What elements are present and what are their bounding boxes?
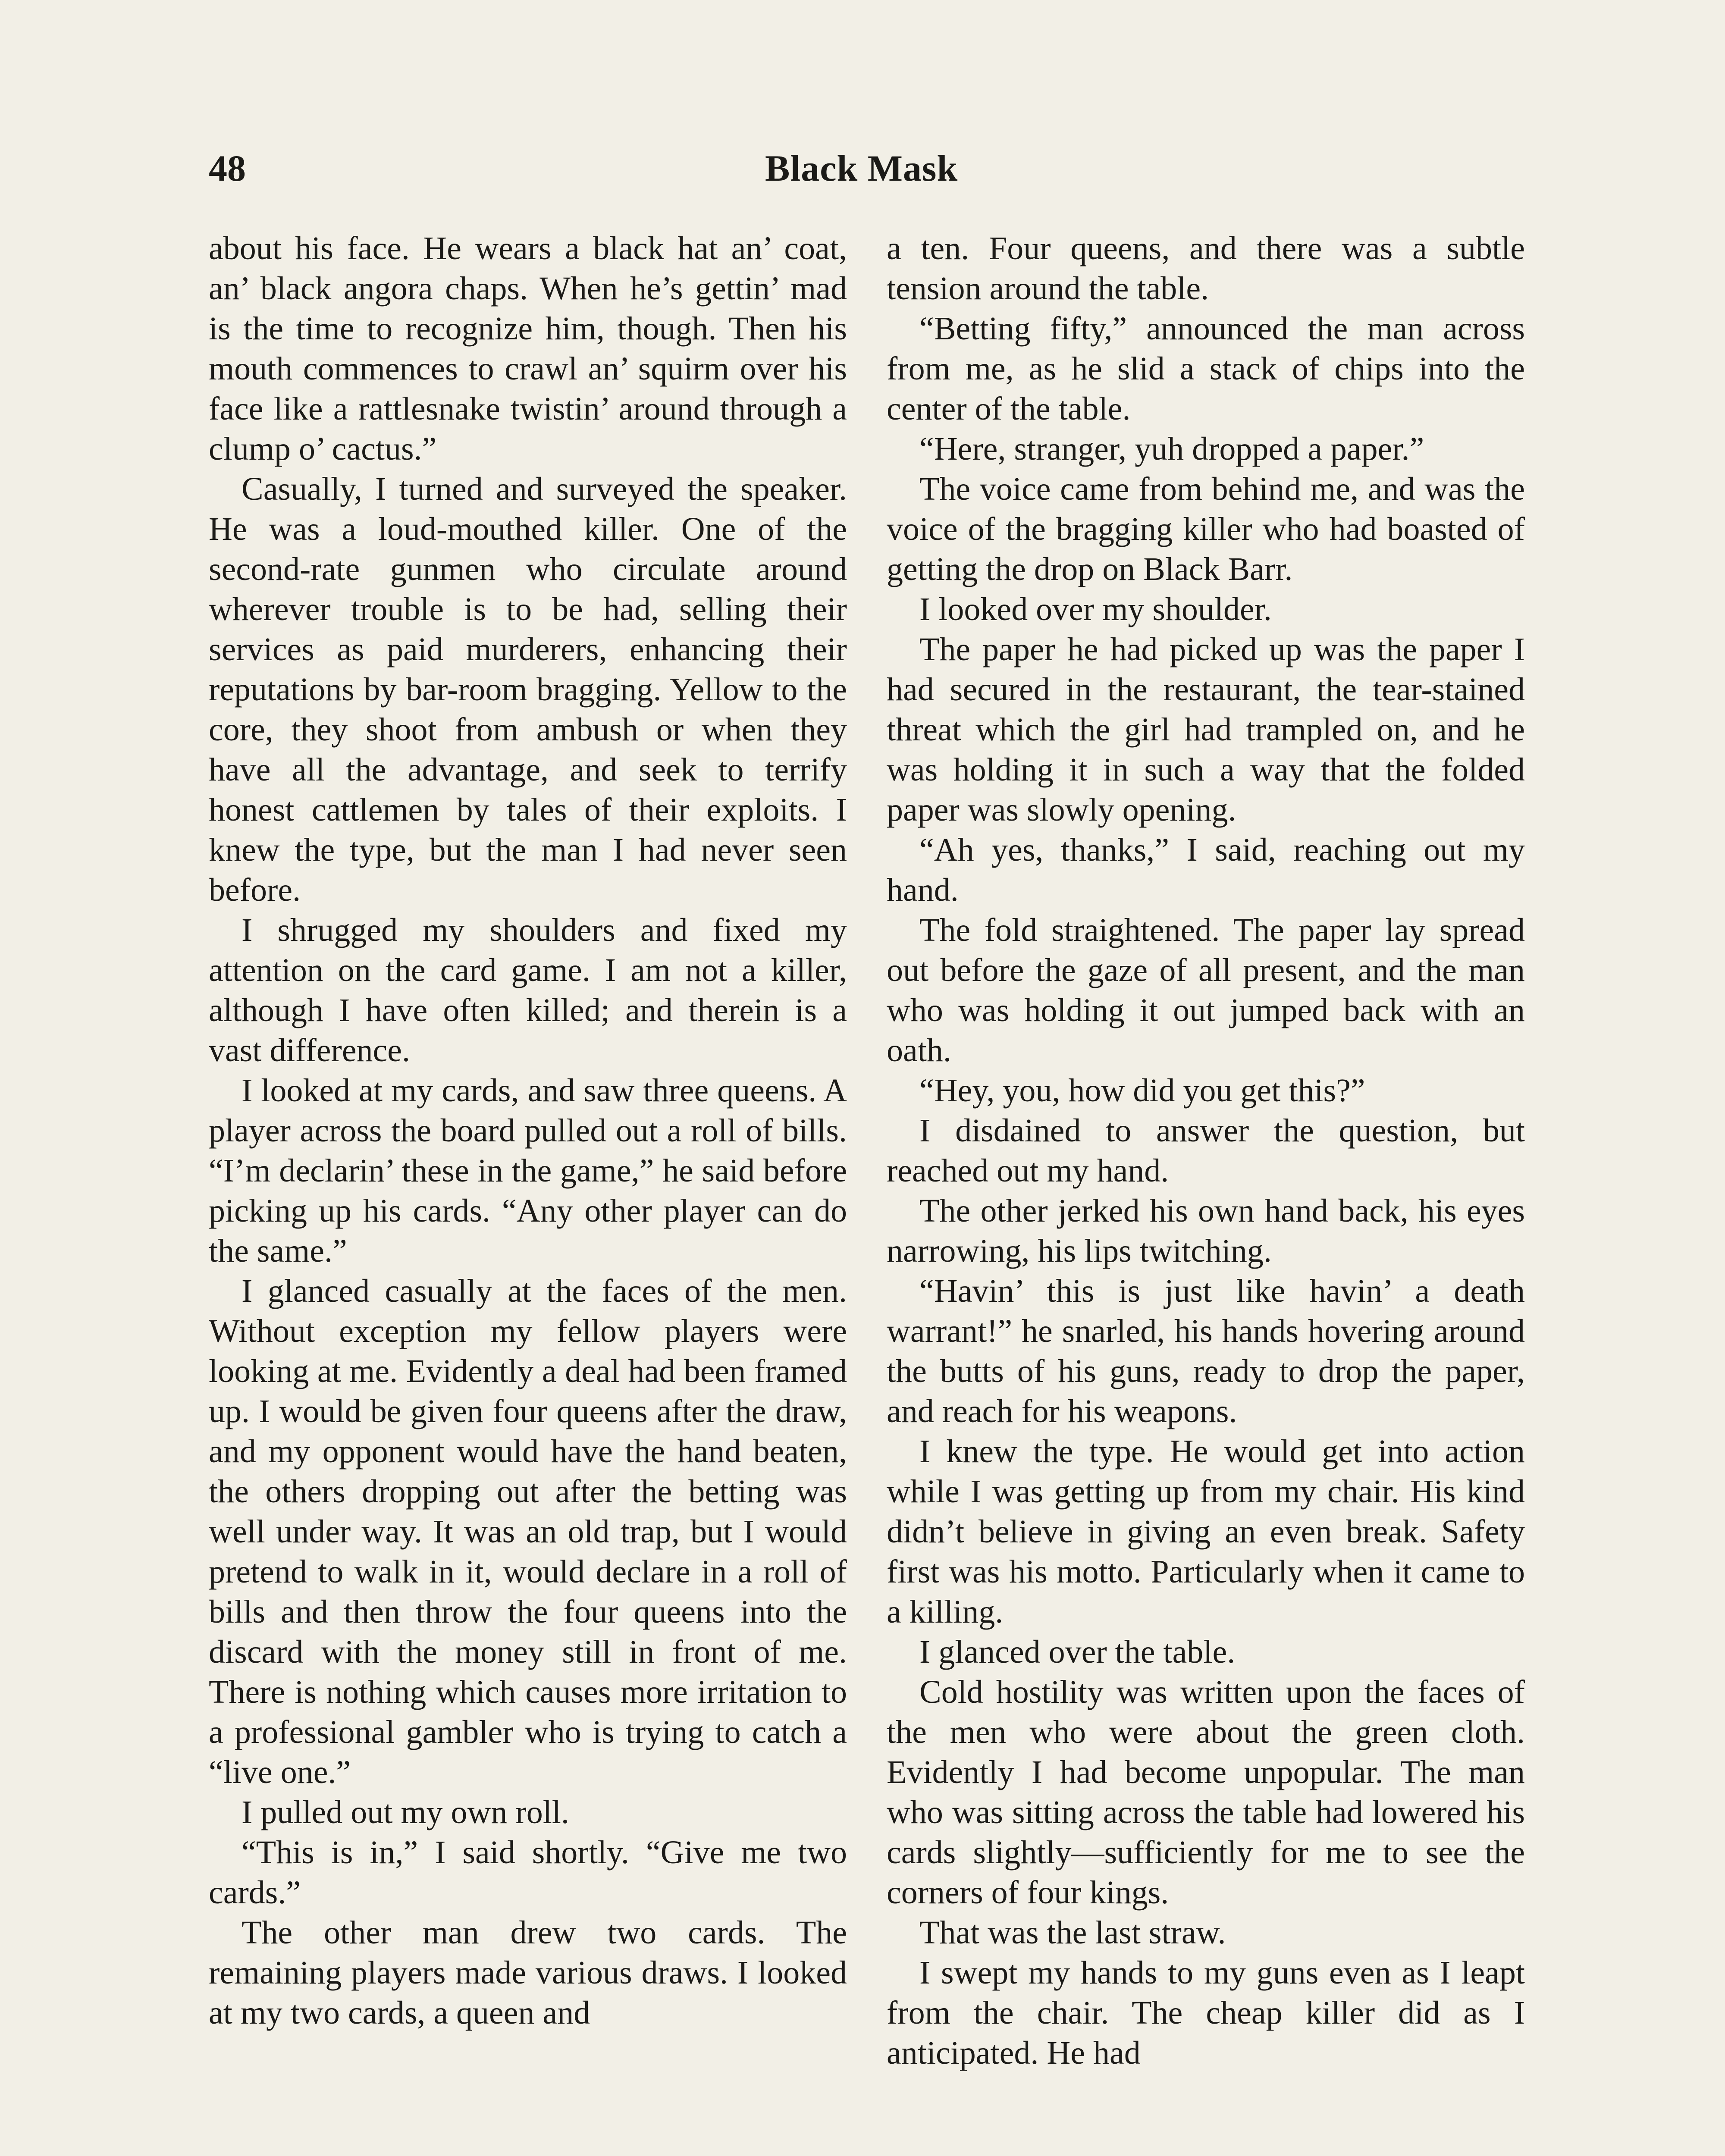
page-number: 48 <box>209 147 246 189</box>
text-column-left <box>209 229 847 2156</box>
paragraph: “Havin’ this is just like havin’ a death warrant!” he snarled, his hands hovering around the butts of his guns, ready to drop the paper, and reach for his weapons. <box>887 1273 1525 1429</box>
paragraph: a ten. Four queens, and there was a subtle tension around the table. <box>887 230 1525 307</box>
paragraph: about his face. He wears a black hat an’ coat, an’ black angora chaps. When he’s gettin’ mad is the time to recognize him, though. Then his mouth commences to crawl an’ squirm over his face like a rattlesnake twistin’ around through a clump o’ cactus.” <box>209 230 847 467</box>
page-header <box>209 147 1520 198</box>
paragraph: That was the last straw. <box>919 1915 1226 1951</box>
paragraph: The paper he had picked up was the paper I had secured in the restaurant, the tear-stained threat which the girl had trampled on, and he was holding it in such a way that the folded paper was slowly opening. <box>887 631 1525 828</box>
paragraph: I looked at my cards, and saw three queens. A player across the board pulled out a roll of bills. “I’m declarin’ these in the game,” he said before picking up his cards. “Any other player can do the same.” <box>209 1072 847 1269</box>
paragraph: “Here, stranger, yuh dropped a paper.” <box>919 431 1424 467</box>
paragraph: “Ah yes, thanks,” I said, reaching out my hand. <box>887 832 1525 908</box>
paragraph: I pulled out my own roll. <box>242 1794 569 1830</box>
paragraph: “This is in,” I said shortly. “Give me two cards.” <box>209 1834 847 1911</box>
paragraph: The fold straightened. The paper lay spread out before the gaze of all present, and the man who was holding it out jumped back with an oath. <box>887 912 1525 1069</box>
paragraph: The other man drew two cards. The remaining players made various draws. I looked at my two cards, a queen and <box>209 1915 847 2031</box>
paragraph: I glanced casually at the faces of the men. Without exception my fellow players were looking at me. Evidently a deal had been framed up. I would be given four queens after the draw, and my opponent would have the hand beaten, the others dropping out after the betting was well under way. It was an old trap, but I would pretend to walk in it, would declare in a roll of bills and then throw the four queens into the discard with the money still in front of me. There is nothing which causes more irritation to a professional gambler who is trying to catch a “live one.” <box>209 1273 847 1790</box>
paragraph: I disdained to answer the question, but reached out my hand. <box>887 1112 1525 1189</box>
paragraph: I shrugged my shoulders and fixed my attention on the card game. I am not a killer, although I have often killed; and therein is a vast difference. <box>209 912 847 1069</box>
paragraph: The other jerked his own hand back, his eyes narrowing, his lips twitching. <box>887 1193 1525 1269</box>
paragraph: Cold hostility was written upon the faces of the men who were about the green cloth. Evidently I had become unpopular. The man who was sitting across the table had lowered his cards slightly—sufficiently for me to see the corners of four kings. <box>887 1674 1525 1911</box>
paragraph: I knew the type. He would get into action while I was getting up from my chair. His kind didn’t believe in giving an even break. Safety first was his motto. Particularly when it came to a killing. <box>887 1433 1525 1630</box>
paragraph: I glanced over the table. <box>919 1634 1236 1670</box>
paragraph: I looked over my shoulder. <box>919 591 1272 627</box>
paragraph: The voice came from behind me, and was the voice of the bragging killer who had boasted of getting the drop on Black Barr. <box>887 471 1525 587</box>
magazine-title: Black Mask <box>765 147 958 189</box>
paragraph: I swept my hands to my guns even as I leapt from the chair. The cheap killer did as I anticipated. He had <box>887 1955 1525 2071</box>
paragraph: “Hey, you, how did you get this?” <box>919 1072 1365 1109</box>
paragraph: “Betting fifty,” announced the man across from me, as he slid a stack of chips into the center of the table. <box>887 310 1525 427</box>
paragraph: Casually, I turned and surveyed the speaker. He was a loud-mouthed killer. One of the second-rate gunmen who circulate around wherever trouble is to be had, selling their services as paid murderers, enhancing their reputations by bar-room bragging. Yellow to the core, they shoot from ambush or when they have all the advantage, and seek to terrify honest cattlemen by tales of their exploits. I knew the type, but the man I had never seen before. <box>209 471 847 908</box>
text-column-right <box>887 229 1525 2156</box>
